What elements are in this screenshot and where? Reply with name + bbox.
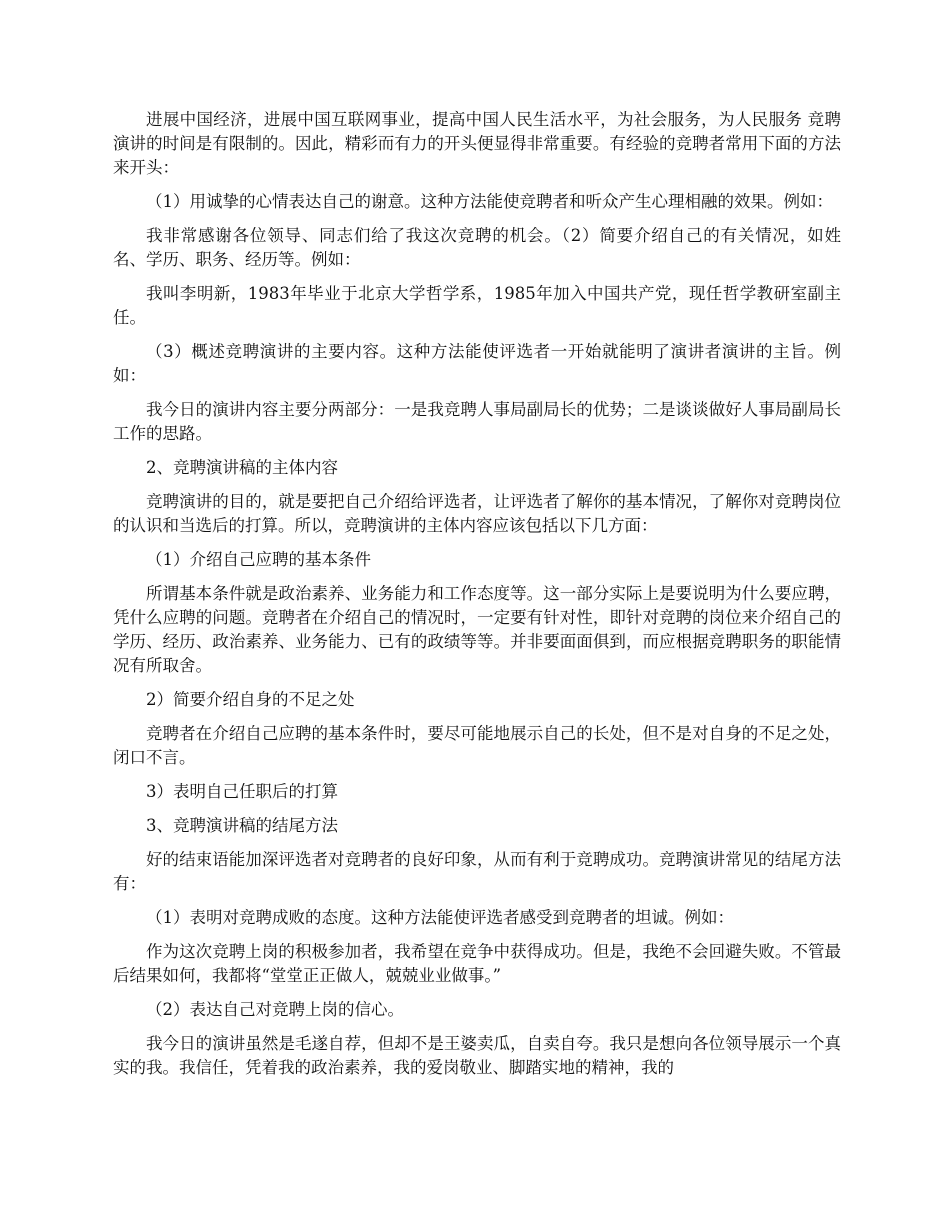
paragraph-12: 竞聘者在介绍自己应聘的基本条件时，要尽可能地展示自己的长处，但不是对自身的不足之处，闭口不言。 (113, 724, 841, 767)
subheading-shortcomings: 2）简要介绍自身的不足之处 (146, 690, 355, 709)
paragraph-16: （1）表明对竞聘成败的态度。这种方法能使评选者感受到竞聘者的坦诚。例如： (146, 908, 734, 927)
paragraph-4: 我叫李明新，1983年毕业于北京大学哲学系，1985年加入中国共产党，现任哲学教研室副主任。 (113, 284, 841, 327)
section-heading-body: 2、竞聘演讲稿的主体内容 (146, 458, 338, 477)
paragraph-1: 进展中国经济，进展中国互联网事业，提高中国人民生活水平，为社会服务，为人民服务 竞聘演讲的时间是有限制的。因此，精彩而有力的开头便显得非常重要。有经验的竞聘者常用下面的方法来开头： (113, 110, 841, 177)
subheading-conditions: （1）介绍自己应聘的基本条件 (146, 550, 371, 569)
paragraph-15: 好的结束语能加深评选者对竞聘者的良好印象，从而有利于竞聘成功。竞聘演讲常见的结尾方法有： (113, 850, 841, 893)
subheading-plans: 3）表明自己任职后的打算 (146, 782, 338, 801)
paragraph-3: 我非常感谢各位领导、同志们给了我这次竞聘的机会。（2）简要介绍自己的有关情况，如姓名、学历、职务、经历等。例如： (113, 226, 841, 269)
paragraph-18: （2）表达自己对竞聘上岗的信心。 (146, 1000, 404, 1019)
paragraph-6: 我今日的演讲内容主要分两部分：一是我竞聘人事局副局长的优势；二是谈谈做好人事局副局长工作的思路。 (113, 400, 841, 443)
paragraph-2: （1）用诚挚的心情表达自己的谢意。这种方法能使竞聘者和听众产生心理相融的效果。例如： (146, 192, 833, 211)
paragraph-5: （3）概述竞聘演讲的主要内容。这种方法能使评选者一开始就能明了演讲者演讲的主旨。例如： (113, 342, 841, 385)
paragraph-17: 作为这次竞聘上岗的积极参加者，我希望在竞争中获得成功。但是，我绝不会回避失败。不管最后结果如何，我都将“堂堂正正做人，兢兢业业做事。” (113, 942, 841, 985)
paragraph-8: 竞聘演讲的目的，就是要把自己介绍给评选者，让评选者了解你的基本情况，了解你对竞聘岗位的认识和当选后的打算。所以，竞聘演讲的主体内容应该包括以下几方面： (113, 492, 841, 535)
section-heading-ending: 3、竞聘演讲稿的结尾方法 (146, 816, 338, 835)
paragraph-19: 我今日的演讲虽然是毛遂自荐，但却不是王婆卖瓜，自卖自夸。我只是想向各位领导展示一个真实的我。我信任，凭着我的政治素养，我的爱岗敬业、脚踏实地的精神，我的 (113, 1034, 841, 1077)
paragraph-10: 所谓基本条件就是政治素养、业务能力和工作态度等。这一部分实际上是要说明为什么要应聘，凭什么应聘的问题。竞聘者在介绍自己的情况时，一定要有针对性，即针对竞聘的岗位来介绍自己的学历、经历、政治素养、业务能力、已有的政绩等等。并非要面面俱到，而应根据竞聘职务的职能情况有所取舍。 (113, 584, 841, 675)
document-page (113, 108, 841, 1080)
